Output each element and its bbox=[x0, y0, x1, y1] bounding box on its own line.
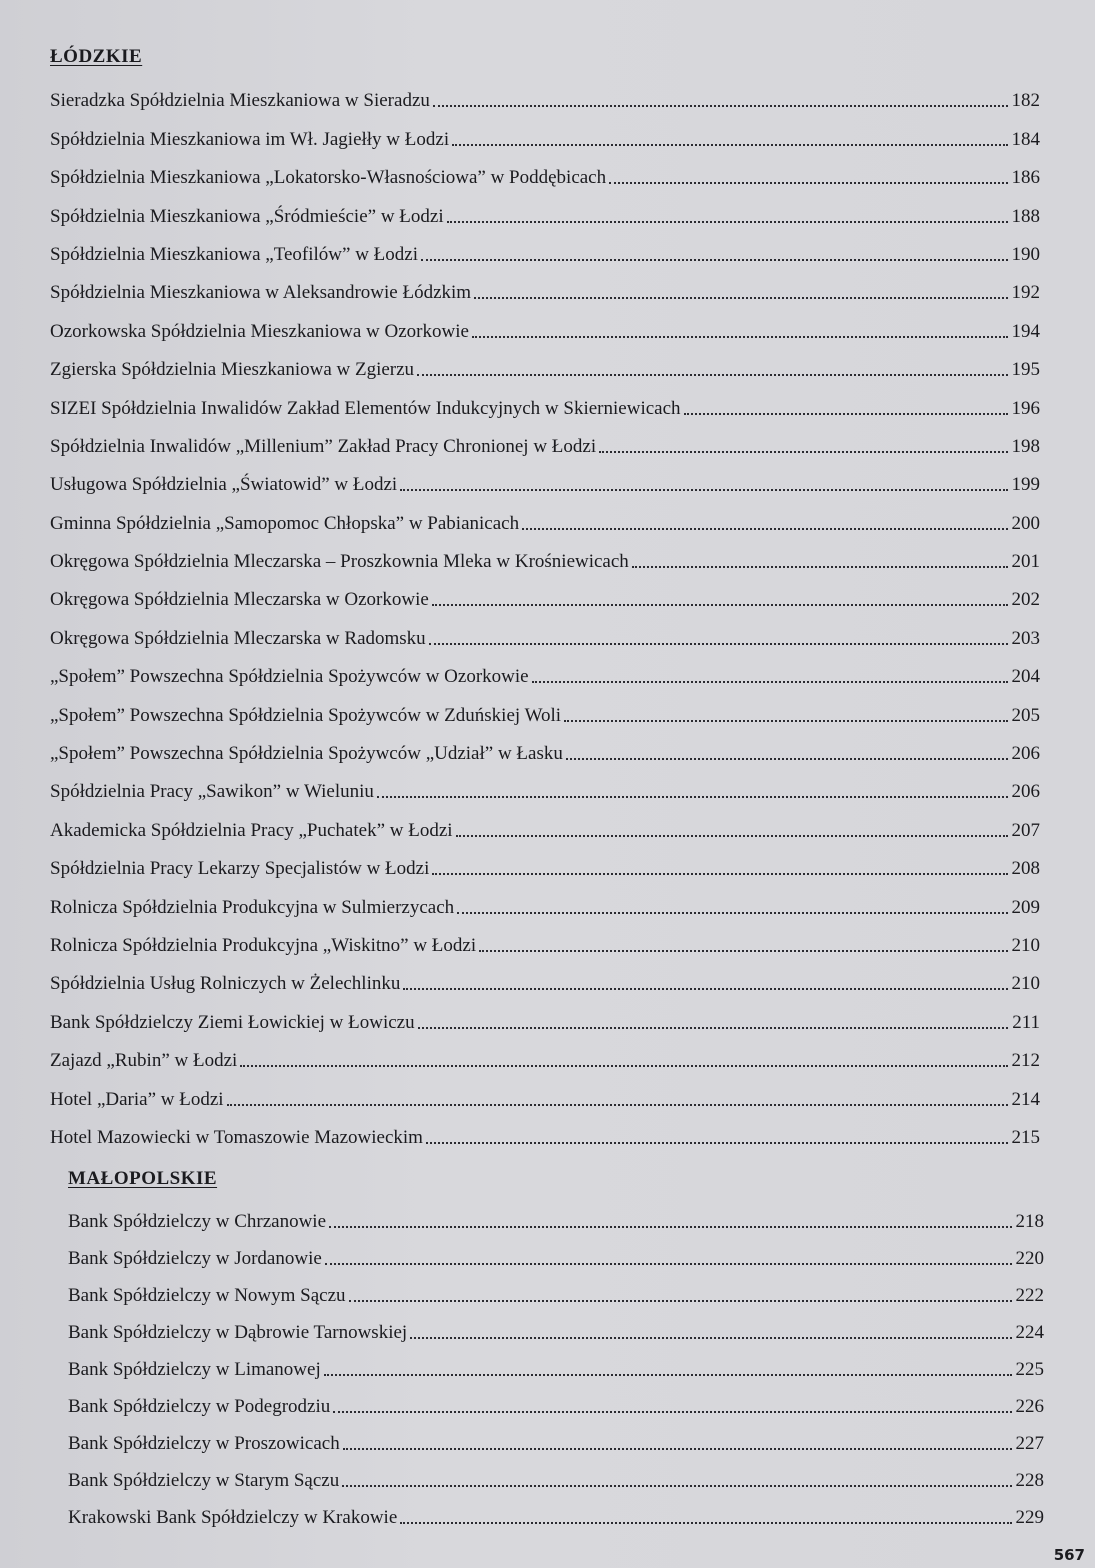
toc-entry-page: 199 bbox=[1011, 474, 1040, 496]
toc-entry-title: Gminna Spółdzielnia „Samopomoc Chłopska” w Pabianicach bbox=[50, 512, 520, 534]
toc-entry bbox=[50, 422, 1040, 460]
toc-entry bbox=[68, 1420, 1044, 1457]
toc-entry-title: „Społem” Powszechna Spółdzielnia Spożywców w Zduńskiej Woli bbox=[50, 704, 562, 726]
toc-list bbox=[50, 76, 1040, 1151]
toc-entry bbox=[50, 844, 1040, 882]
toc-entry-page: 210 bbox=[1011, 934, 1040, 956]
dot-leader bbox=[429, 643, 1008, 645]
dot-leader bbox=[433, 105, 1008, 107]
toc-entry-title: Hotel „Daria” w Łodzi bbox=[50, 1088, 224, 1110]
toc-entry-title: Okręgowa Spółdzielnia Mleczarska w Ozorkowie bbox=[50, 589, 429, 611]
toc-entry bbox=[50, 383, 1040, 421]
section-heading: MAŁOPOLSKIE bbox=[68, 1168, 218, 1189]
dot-leader bbox=[447, 221, 1008, 223]
toc-entry-title: Spółdzielnia Mieszkaniowa „Śródmieście” w Łodzi bbox=[50, 205, 444, 227]
toc-entry bbox=[50, 882, 1040, 920]
toc-entry-page: 188 bbox=[1011, 205, 1040, 227]
toc-entry-page: 195 bbox=[1011, 359, 1040, 381]
dot-leader bbox=[522, 528, 1007, 530]
section-malopolskie bbox=[68, 1166, 1044, 1531]
toc-entry bbox=[68, 1272, 1044, 1309]
dot-leader bbox=[349, 1300, 1012, 1302]
dot-leader bbox=[325, 1263, 1012, 1265]
toc-entry-page: 200 bbox=[1011, 512, 1040, 534]
toc-entry-title: Usługowa Spółdzielnia „Światowid” w Łodzi bbox=[50, 474, 398, 496]
toc-entry-page: 225 bbox=[1015, 1359, 1044, 1380]
toc-entry bbox=[50, 498, 1040, 536]
toc-entry bbox=[50, 460, 1040, 498]
toc-entry-title: SIZEI Spółdzielnia Inwalidów Zakład Elementów Indukcyjnych w Skierniewicach bbox=[50, 397, 681, 419]
toc-entry-page: 224 bbox=[1015, 1322, 1044, 1343]
dot-leader bbox=[532, 681, 1008, 683]
dot-leader bbox=[333, 1411, 1011, 1413]
toc-entry bbox=[68, 1346, 1044, 1383]
dot-leader bbox=[432, 604, 1008, 606]
toc-entry-title: Okręgowa Spółdzielnia Mleczarska – Proszkownia Mleka w Krośniewicach bbox=[50, 551, 629, 573]
dot-leader bbox=[452, 144, 1007, 146]
dot-leader bbox=[403, 988, 1007, 990]
toc-entry-title: Zgierska Spółdzielnia Mieszkaniowa w Zgierzu bbox=[50, 359, 415, 381]
toc-entry bbox=[50, 1036, 1040, 1074]
toc-entry-page: 226 bbox=[1015, 1396, 1044, 1417]
toc-entry-page: 228 bbox=[1015, 1470, 1044, 1491]
toc-entry-page: 196 bbox=[1011, 397, 1040, 419]
toc-entry-page: 218 bbox=[1015, 1211, 1044, 1232]
dot-leader bbox=[421, 259, 1007, 261]
toc-entry bbox=[50, 153, 1040, 191]
toc-entry-title: Bank Spółdzielczy w Jordanowie bbox=[68, 1248, 322, 1269]
dot-leader bbox=[342, 1485, 1011, 1487]
toc-entry-page: 210 bbox=[1011, 973, 1040, 995]
toc-entry bbox=[68, 1383, 1044, 1420]
toc-entry bbox=[68, 1198, 1044, 1235]
toc-entry bbox=[50, 191, 1040, 229]
toc-entry-page: 205 bbox=[1011, 704, 1040, 726]
toc-entry bbox=[50, 537, 1040, 575]
toc-entry bbox=[50, 76, 1040, 114]
toc-entry bbox=[68, 1309, 1044, 1346]
toc-entry-page: 214 bbox=[1011, 1088, 1040, 1110]
dot-leader bbox=[343, 1448, 1012, 1450]
toc-entry bbox=[50, 729, 1040, 767]
toc-entry-page: 192 bbox=[1011, 282, 1040, 304]
toc-list bbox=[68, 1198, 1044, 1531]
dot-leader bbox=[609, 182, 1007, 184]
toc-entry bbox=[50, 268, 1040, 306]
toc-entry-title: Spółdzielnia Mieszkaniowa w Aleksandrowie Łódzkim bbox=[50, 282, 472, 304]
toc-entry bbox=[68, 1457, 1044, 1494]
section-heading: ŁÓDZKIE bbox=[50, 46, 143, 67]
dot-leader bbox=[456, 835, 1008, 837]
dot-leader bbox=[472, 336, 1008, 338]
toc-entry-title: Hotel Mazowiecki w Tomaszowie Mazowieckim bbox=[50, 1126, 423, 1148]
page-number: 567 bbox=[1053, 1546, 1085, 1564]
dot-leader bbox=[240, 1065, 1007, 1067]
toc-entry bbox=[50, 997, 1040, 1035]
toc-entry-page: 201 bbox=[1011, 551, 1040, 573]
toc-entry bbox=[68, 1494, 1044, 1531]
toc-entry bbox=[50, 114, 1040, 152]
toc-entry-page: 206 bbox=[1011, 743, 1040, 765]
toc-entry-page: 186 bbox=[1011, 167, 1040, 189]
toc-entry-page: 202 bbox=[1011, 589, 1040, 611]
toc-entry bbox=[50, 306, 1040, 344]
toc-entry-title: Bank Spółdzielczy Ziemi Łowickiej w Łowiczu bbox=[50, 1011, 415, 1033]
toc-entry-title: Spółdzielnia Mieszkaniowa im Wł. Jagiełły w Łodzi bbox=[50, 128, 450, 150]
toc-entry-page: 215 bbox=[1011, 1126, 1040, 1148]
dot-leader bbox=[417, 374, 1007, 376]
dot-leader bbox=[479, 950, 1007, 952]
toc-entry-title: Krakowski Bank Spółdzielczy w Krakowie bbox=[68, 1507, 398, 1528]
toc-entry-title: Bank Spółdzielczy w Chrzanowie bbox=[68, 1211, 327, 1232]
dot-leader bbox=[227, 1104, 1008, 1106]
toc-entry bbox=[50, 345, 1040, 383]
toc-entry-title: Spółdzielnia Usług Rolniczych w Żelechlinku bbox=[50, 973, 401, 995]
toc-entry bbox=[50, 805, 1040, 843]
dot-leader bbox=[457, 912, 1007, 914]
toc-entry bbox=[50, 959, 1040, 997]
toc-entry-title: Zajazd „Rubin” w Łodzi bbox=[50, 1050, 238, 1072]
toc-entry-page: 206 bbox=[1011, 781, 1040, 803]
toc-entry-title: Bank Spółdzielczy w Dąbrowie Tarnowskiej bbox=[68, 1322, 408, 1343]
toc-entry-page: 211 bbox=[1012, 1011, 1040, 1033]
toc-entry-page: 212 bbox=[1011, 1050, 1040, 1072]
toc-entry-title: Akademicka Spółdzielnia Pracy „Puchatek” w Łodzi bbox=[50, 819, 453, 841]
toc-entry bbox=[68, 1235, 1044, 1272]
dot-leader bbox=[432, 873, 1007, 875]
toc-entry-title: Rolnicza Spółdzielnia Produkcyjna w Sulmierzycach bbox=[50, 896, 455, 918]
toc-entry-title: „Społem” Powszechna Spółdzielnia Spożywców „Udział” w Łasku bbox=[50, 743, 563, 765]
toc-entry-title: Sieradzka Spółdzielnia Mieszkaniowa w Sieradzu bbox=[50, 90, 430, 112]
dot-leader bbox=[426, 1142, 1008, 1144]
toc-entry bbox=[50, 767, 1040, 805]
dot-leader bbox=[632, 566, 1008, 568]
toc-entry bbox=[50, 690, 1040, 728]
section-lodzkie bbox=[50, 44, 1040, 1151]
toc-entry-page: 222 bbox=[1015, 1285, 1044, 1306]
dot-leader bbox=[474, 297, 1007, 299]
toc-entry-page: 198 bbox=[1011, 435, 1040, 457]
dot-leader bbox=[599, 451, 1007, 453]
toc-entry-page: 190 bbox=[1011, 243, 1040, 265]
toc-entry-title: Bank Spółdzielczy w Podegrodziu bbox=[68, 1396, 331, 1417]
toc-entry-page: 220 bbox=[1015, 1248, 1044, 1269]
dot-leader bbox=[566, 758, 1008, 760]
toc-entry-page: 204 bbox=[1011, 666, 1040, 688]
toc-entry-title: Spółdzielnia Mieszkaniowa „Teofilów” w Łodzi bbox=[50, 243, 419, 265]
dot-leader bbox=[410, 1337, 1011, 1339]
toc-entry-title: „Społem” Powszechna Spółdzielnia Spożywców w Ozorkowie bbox=[50, 666, 529, 688]
toc-entry bbox=[50, 652, 1040, 690]
toc-entry-title: Bank Spółdzielczy w Starym Sączu bbox=[68, 1470, 340, 1491]
toc-entry-title: Ozorkowska Spółdzielnia Mieszkaniowa w Ozorkowie bbox=[50, 320, 469, 342]
dot-leader bbox=[418, 1027, 1009, 1029]
toc-entry bbox=[50, 921, 1040, 959]
toc-entry-title: Spółdzielnia Mieszkaniowa „Lokatorsko-Własnościowa” w Poddębicach bbox=[50, 167, 607, 189]
toc-entry-title: Bank Spółdzielczy w Limanowej bbox=[68, 1359, 321, 1380]
toc-entry-title: Spółdzielnia Inwalidów „Millenium” Zakład Pracy Chronionej w Łodzi bbox=[50, 435, 597, 457]
toc-entry-page: 208 bbox=[1011, 858, 1040, 880]
dot-leader bbox=[324, 1374, 1012, 1376]
toc-entry-page: 227 bbox=[1015, 1433, 1044, 1454]
dot-leader bbox=[377, 796, 1008, 798]
toc-entry-page: 203 bbox=[1011, 627, 1040, 649]
dot-leader bbox=[329, 1226, 1011, 1228]
toc-entry-title: Okręgowa Spółdzielnia Mleczarska w Radomsku bbox=[50, 627, 426, 649]
toc-entry-page: 194 bbox=[1011, 320, 1040, 342]
toc-entry-title: Spółdzielnia Pracy Lekarzy Specjalistów w Łodzi bbox=[50, 858, 430, 880]
toc-entry-page: 184 bbox=[1011, 128, 1040, 150]
toc-entry-title: Rolnicza Spółdzielnia Produkcyjna „Wiskitno” w Łodzi bbox=[50, 934, 477, 956]
toc-entry bbox=[50, 1074, 1040, 1112]
toc-entry-page: 182 bbox=[1011, 90, 1040, 112]
dot-leader bbox=[684, 413, 1008, 415]
toc-entry bbox=[50, 230, 1040, 268]
dot-leader bbox=[564, 720, 1007, 722]
toc-entry-page: 229 bbox=[1015, 1507, 1044, 1528]
toc-entry-page: 207 bbox=[1011, 819, 1040, 841]
toc-entry-page: 209 bbox=[1011, 896, 1040, 918]
toc-entry bbox=[50, 575, 1040, 613]
toc-entry-title: Spółdzielnia Pracy „Sawikon” w Wieluniu bbox=[50, 781, 374, 803]
toc-entry bbox=[50, 1113, 1040, 1151]
toc-entry bbox=[50, 613, 1040, 651]
toc-entry-title: Bank Spółdzielczy w Proszowicach bbox=[68, 1433, 340, 1454]
toc-entry-title: Bank Spółdzielczy w Nowym Sączu bbox=[68, 1285, 346, 1306]
dot-leader bbox=[400, 1522, 1011, 1524]
dot-leader bbox=[400, 489, 1007, 491]
